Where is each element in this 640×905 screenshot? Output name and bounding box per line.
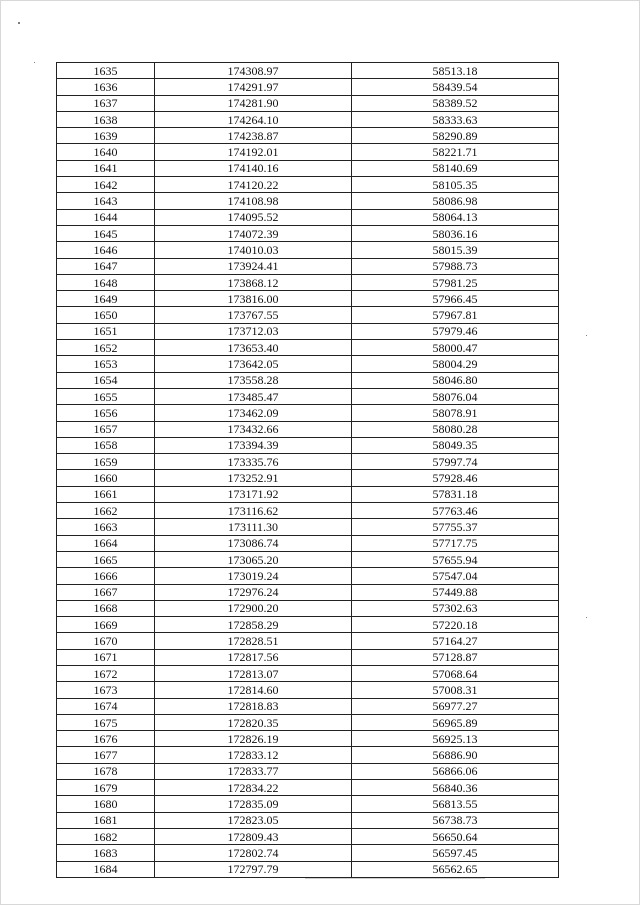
point-number-cell: 1654 (57, 372, 155, 388)
table-row (57, 535, 559, 551)
y-coordinate-cell: 57997.74 (352, 454, 559, 470)
y-coordinate-cell: 56977.27 (352, 698, 559, 714)
table-row (57, 519, 559, 535)
table-row (57, 307, 559, 323)
x-coordinate-cell: 173065.20 (155, 551, 352, 567)
point-number-cell: 1673 (57, 682, 155, 698)
y-coordinate-cell: 56597.45 (352, 845, 559, 861)
point-number-cell: 1667 (57, 584, 155, 600)
point-number-cell: 1637 (57, 95, 155, 111)
table-row (57, 160, 559, 176)
y-coordinate-cell: 56925.13 (352, 731, 559, 747)
y-coordinate-cell: 58389.52 (352, 95, 559, 111)
x-coordinate-cell: 173712.03 (155, 323, 352, 339)
y-coordinate-cell: 57655.94 (352, 551, 559, 567)
y-coordinate-cell: 58000.47 (352, 340, 559, 356)
point-number-cell: 1677 (57, 747, 155, 763)
y-coordinate-cell: 56738.73 (352, 812, 559, 828)
table-row (57, 649, 559, 665)
table-row (57, 291, 559, 307)
y-coordinate-cell: 58076.04 (352, 388, 559, 404)
x-coordinate-cell: 172797.79 (155, 861, 352, 877)
x-coordinate-cell: 174308.97 (155, 63, 352, 79)
table-row (57, 79, 559, 95)
y-coordinate-cell: 58046.80 (352, 372, 559, 388)
point-number-cell: 1664 (57, 535, 155, 551)
x-coordinate-cell: 173653.40 (155, 340, 352, 356)
x-coordinate-cell: 172817.56 (155, 649, 352, 665)
point-number-cell: 1662 (57, 503, 155, 519)
point-number-cell: 1680 (57, 796, 155, 812)
table-row (57, 144, 559, 160)
point-number-cell: 1663 (57, 519, 155, 535)
table-row (57, 600, 559, 616)
x-coordinate-cell: 173642.05 (155, 356, 352, 372)
y-coordinate-cell: 58080.28 (352, 421, 559, 437)
point-number-cell: 1649 (57, 291, 155, 307)
point-number-cell: 1675 (57, 714, 155, 730)
point-number-cell: 1657 (57, 421, 155, 437)
table-row (57, 665, 559, 681)
point-number-cell: 1648 (57, 274, 155, 290)
x-coordinate-cell: 172823.05 (155, 812, 352, 828)
x-coordinate-cell: 173111.30 (155, 519, 352, 535)
table-row (57, 421, 559, 437)
x-coordinate-cell: 172802.74 (155, 845, 352, 861)
scan-speck (586, 335, 587, 336)
point-number-cell: 1682 (57, 828, 155, 844)
scan-speck (34, 62, 35, 63)
y-coordinate-cell: 58078.91 (352, 405, 559, 421)
y-coordinate-cell: 57966.45 (352, 291, 559, 307)
x-coordinate-cell: 173767.55 (155, 307, 352, 323)
y-coordinate-cell: 56562.65 (352, 861, 559, 877)
x-coordinate-cell: 173816.00 (155, 291, 352, 307)
table-row (57, 617, 559, 633)
y-coordinate-cell: 56965.89 (352, 714, 559, 730)
point-number-cell: 1670 (57, 633, 155, 649)
point-number-cell: 1679 (57, 780, 155, 796)
x-coordinate-cell: 172826.19 (155, 731, 352, 747)
x-coordinate-cell: 173485.47 (155, 388, 352, 404)
table-row (57, 812, 559, 828)
y-coordinate-cell: 58513.18 (352, 63, 559, 79)
table-row (57, 796, 559, 812)
x-coordinate-cell: 173394.39 (155, 437, 352, 453)
y-coordinate-cell: 57831.18 (352, 486, 559, 502)
table-row (57, 861, 559, 877)
y-coordinate-cell: 56840.36 (352, 780, 559, 796)
table-row (57, 698, 559, 714)
point-number-cell: 1653 (57, 356, 155, 372)
table-row (57, 828, 559, 844)
point-number-cell: 1651 (57, 323, 155, 339)
y-coordinate-cell: 57988.73 (352, 258, 559, 274)
x-coordinate-cell: 173335.76 (155, 454, 352, 470)
point-number-cell: 1646 (57, 242, 155, 258)
y-coordinate-cell: 58140.69 (352, 160, 559, 176)
table-row (57, 242, 559, 258)
y-coordinate-cell: 58105.35 (352, 177, 559, 193)
x-coordinate-cell: 172813.07 (155, 665, 352, 681)
y-coordinate-cell: 57547.04 (352, 568, 559, 584)
table-row (57, 209, 559, 225)
table-row (57, 225, 559, 241)
point-number-cell: 1660 (57, 470, 155, 486)
point-number-cell: 1681 (57, 812, 155, 828)
point-number-cell: 1640 (57, 144, 155, 160)
table-row (57, 63, 559, 79)
page-footer-rule (305, 878, 485, 879)
coordinate-table (56, 62, 559, 878)
x-coordinate-cell: 173924.41 (155, 258, 352, 274)
point-number-cell: 1652 (57, 340, 155, 356)
x-coordinate-cell: 174291.97 (155, 79, 352, 95)
x-coordinate-cell: 172828.51 (155, 633, 352, 649)
y-coordinate-cell: 56866.06 (352, 763, 559, 779)
x-coordinate-cell: 174192.01 (155, 144, 352, 160)
point-number-cell: 1666 (57, 568, 155, 584)
y-coordinate-cell: 58015.39 (352, 242, 559, 258)
table-row (57, 193, 559, 209)
x-coordinate-cell: 173116.62 (155, 503, 352, 519)
point-number-cell: 1669 (57, 617, 155, 633)
x-coordinate-cell: 174095.52 (155, 209, 352, 225)
point-number-cell: 1639 (57, 128, 155, 144)
x-coordinate-cell: 172900.20 (155, 600, 352, 616)
table-row (57, 714, 559, 730)
y-coordinate-cell: 57449.88 (352, 584, 559, 600)
point-number-cell: 1635 (57, 63, 155, 79)
table-row (57, 503, 559, 519)
y-coordinate-cell: 58004.29 (352, 356, 559, 372)
table-row (57, 584, 559, 600)
point-number-cell: 1672 (57, 665, 155, 681)
scan-speck (586, 617, 587, 618)
y-coordinate-cell: 58036.16 (352, 225, 559, 241)
y-coordinate-cell: 57717.75 (352, 535, 559, 551)
point-number-cell: 1643 (57, 193, 155, 209)
table-row (57, 258, 559, 274)
point-number-cell: 1638 (57, 111, 155, 127)
table-row (57, 128, 559, 144)
y-coordinate-cell: 58049.35 (352, 437, 559, 453)
table-row (57, 568, 559, 584)
point-number-cell: 1674 (57, 698, 155, 714)
x-coordinate-cell: 172809.43 (155, 828, 352, 844)
x-coordinate-cell: 172833.12 (155, 747, 352, 763)
point-number-cell: 1683 (57, 845, 155, 861)
y-coordinate-cell: 56650.64 (352, 828, 559, 844)
table-row (57, 763, 559, 779)
y-coordinate-cell: 57979.46 (352, 323, 559, 339)
y-coordinate-cell: 56886.90 (352, 747, 559, 763)
table-body (57, 63, 559, 878)
x-coordinate-cell: 173086.74 (155, 535, 352, 551)
table-row (57, 470, 559, 486)
x-coordinate-cell: 172833.77 (155, 763, 352, 779)
point-number-cell: 1676 (57, 731, 155, 747)
point-number-cell: 1665 (57, 551, 155, 567)
table-row (57, 388, 559, 404)
table-row (57, 747, 559, 763)
point-number-cell: 1650 (57, 307, 155, 323)
x-coordinate-cell: 174238.87 (155, 128, 352, 144)
point-number-cell: 1656 (57, 405, 155, 421)
y-coordinate-cell: 58086.98 (352, 193, 559, 209)
point-number-cell: 1661 (57, 486, 155, 502)
point-number-cell: 1642 (57, 177, 155, 193)
y-coordinate-cell: 58333.63 (352, 111, 559, 127)
table-row (57, 682, 559, 698)
y-coordinate-cell: 57755.37 (352, 519, 559, 535)
table-row (57, 177, 559, 193)
point-number-cell: 1684 (57, 861, 155, 877)
point-number-cell: 1671 (57, 649, 155, 665)
table-row (57, 405, 559, 421)
table-row (57, 633, 559, 649)
x-coordinate-cell: 172820.35 (155, 714, 352, 730)
x-coordinate-cell: 172976.24 (155, 584, 352, 600)
y-coordinate-cell: 58439.54 (352, 79, 559, 95)
point-number-cell: 1658 (57, 437, 155, 453)
table-row (57, 274, 559, 290)
table-row (57, 340, 559, 356)
x-coordinate-cell: 174281.90 (155, 95, 352, 111)
x-coordinate-cell: 173868.12 (155, 274, 352, 290)
point-number-cell: 1647 (57, 258, 155, 274)
point-number-cell: 1644 (57, 209, 155, 225)
y-coordinate-cell: 57164.27 (352, 633, 559, 649)
table-row (57, 95, 559, 111)
y-coordinate-cell: 58064.13 (352, 209, 559, 225)
x-coordinate-cell: 174108.98 (155, 193, 352, 209)
table-row (57, 454, 559, 470)
table-row (57, 323, 559, 339)
x-coordinate-cell: 172818.83 (155, 698, 352, 714)
x-coordinate-cell: 173019.24 (155, 568, 352, 584)
point-number-cell: 1636 (57, 79, 155, 95)
y-coordinate-cell: 57302.63 (352, 600, 559, 616)
table-row (57, 437, 559, 453)
point-number-cell: 1659 (57, 454, 155, 470)
x-coordinate-cell: 173462.09 (155, 405, 352, 421)
table-row (57, 780, 559, 796)
y-coordinate-cell: 58221.71 (352, 144, 559, 160)
y-coordinate-cell: 57981.25 (352, 274, 559, 290)
x-coordinate-cell: 173558.28 (155, 372, 352, 388)
point-number-cell: 1641 (57, 160, 155, 176)
table-row (57, 845, 559, 861)
table-row (57, 731, 559, 747)
table-row (57, 551, 559, 567)
point-number-cell: 1678 (57, 763, 155, 779)
point-number-cell: 1655 (57, 388, 155, 404)
x-coordinate-cell: 174264.10 (155, 111, 352, 127)
x-coordinate-cell: 174010.03 (155, 242, 352, 258)
x-coordinate-cell: 173171.92 (155, 486, 352, 502)
table-row (57, 372, 559, 388)
x-coordinate-cell: 174120.22 (155, 177, 352, 193)
y-coordinate-cell: 57128.87 (352, 649, 559, 665)
y-coordinate-cell: 57220.18 (352, 617, 559, 633)
y-coordinate-cell: 57068.64 (352, 665, 559, 681)
x-coordinate-cell: 174072.39 (155, 225, 352, 241)
y-coordinate-cell: 56813.55 (352, 796, 559, 812)
y-coordinate-cell: 57008.31 (352, 682, 559, 698)
point-number-cell: 1645 (57, 225, 155, 241)
x-coordinate-cell: 174140.16 (155, 160, 352, 176)
y-coordinate-cell: 58290.89 (352, 128, 559, 144)
x-coordinate-cell: 173432.66 (155, 421, 352, 437)
x-coordinate-cell: 172814.60 (155, 682, 352, 698)
y-coordinate-cell: 57967.81 (352, 307, 559, 323)
x-coordinate-cell: 172834.22 (155, 780, 352, 796)
point-number-cell: 1668 (57, 600, 155, 616)
x-coordinate-cell: 172835.09 (155, 796, 352, 812)
y-coordinate-cell: 57763.46 (352, 503, 559, 519)
table-row (57, 486, 559, 502)
x-coordinate-cell: 172858.29 (155, 617, 352, 633)
table-row (57, 111, 559, 127)
table-row (57, 356, 559, 372)
y-coordinate-cell: 57928.46 (352, 470, 559, 486)
x-coordinate-cell: 173252.91 (155, 470, 352, 486)
